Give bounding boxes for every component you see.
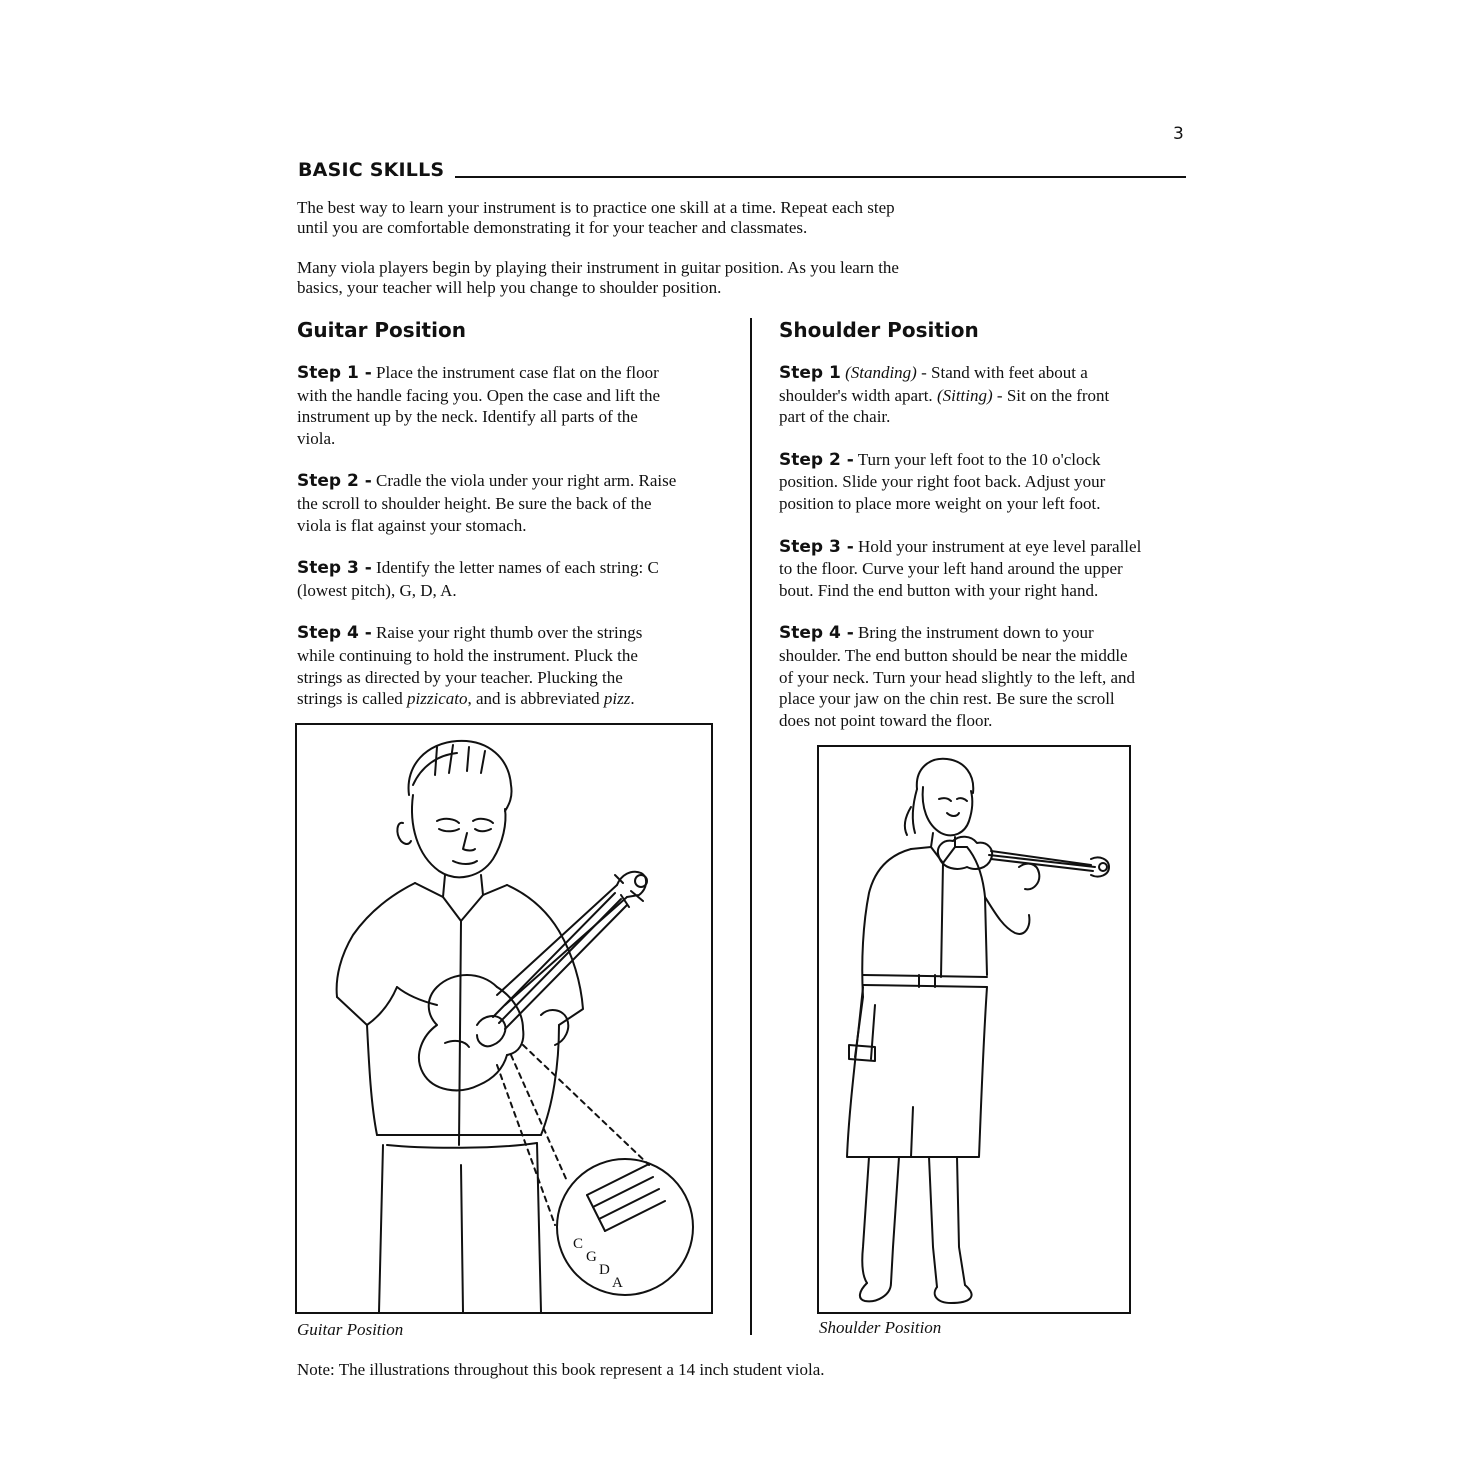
column-divider <box>750 318 752 1335</box>
step-label: Step 2 - <box>297 471 372 492</box>
girl-with-viola-drawing <box>819 747 1129 1312</box>
step-text: viola. <box>297 428 336 448</box>
step-text: of your neck. Turn your head slightly to the left, and <box>779 667 1136 687</box>
step-label: Step 1 - <box>297 363 372 383</box>
guitar-step-4 <box>297 622 727 709</box>
step-text: position to place more weight on your left foot. <box>779 493 1101 513</box>
step-text: Turn your left foot to the 10 o'clock <box>857 449 1101 469</box>
step-text: Raise your right thumb over the strings <box>376 623 643 643</box>
step-label: Step 4 - <box>297 623 372 644</box>
title-rule <box>455 176 1186 178</box>
step-text: Place the instrument case flat on the floor <box>376 363 659 382</box>
step-text: bout. Find the end button with your right hand. <box>779 580 1099 600</box>
term-pizz: pizz <box>603 689 631 709</box>
step-text: strings as directed by your teacher. Plucking the <box>297 667 623 687</box>
shoulder-step-1 <box>779 362 1189 428</box>
step-label: Step 3 - <box>297 558 372 579</box>
step-text: with the handle facing you. Open the case and lift the <box>297 385 661 405</box>
shoulder-position-column <box>779 316 1189 752</box>
step-text: shoulder. The end button should be near the middle <box>779 645 1128 665</box>
term-pizzicato: pizzicato <box>407 689 468 709</box>
guitar-position-caption: Guitar Position <box>297 1320 404 1339</box>
intro-line: The best way to learn your instrument is to practice one skill at a time. Repeat each step <box>297 198 895 217</box>
shoulder-step-3 <box>779 536 1189 602</box>
step-label: Step 3 - <box>779 536 854 557</box>
step-qualifier: (Standing) <box>845 363 917 382</box>
string-letter-a: A <box>612 1275 623 1291</box>
guitar-step-2 <box>297 470 727 536</box>
step-text: . <box>630 689 635 709</box>
guitar-step-1 <box>297 362 727 449</box>
step-text: - Stand with feet about a <box>916 363 1088 382</box>
step-text: Hold your instrument at eye level parallel <box>858 536 1142 556</box>
string-letter-c: C <box>573 1236 584 1252</box>
section-title: BASIC SKILLS <box>298 159 445 181</box>
step-text: part of the chair. <box>779 407 891 427</box>
string-letter-g: G <box>586 1249 597 1265</box>
step-label: Step 1 <box>779 363 841 383</box>
intro-paragraph-1 <box>297 198 997 238</box>
guitar-position-illustration <box>295 723 713 1314</box>
step-qualifier: (Sitting) <box>936 385 993 405</box>
string-letter-d: D <box>599 1262 610 1278</box>
illustration-note: Note: The illustrations throughout this book represent a 14 inch student viola. <box>297 1360 825 1379</box>
shoulder-position-heading: Shoulder Position <box>779 318 979 342</box>
shoulder-step-2 <box>779 449 1189 515</box>
step-text: position. Slide your right foot back. Adjust your <box>779 472 1106 492</box>
step-text: Cradle the viola under your right arm. Raise <box>376 471 677 491</box>
page-number: 3 <box>1173 124 1184 144</box>
boy-with-viola-drawing <box>297 725 711 1312</box>
step-text: to the floor. Curve your left hand around the upper <box>779 559 1123 579</box>
step-text: - Sit on the front <box>992 385 1110 405</box>
step-text: strings is called <box>297 689 408 709</box>
step-text: place your jaw on the chin rest. Be sure the scroll <box>779 689 1115 709</box>
step-text: , and is abbreviated <box>467 689 604 709</box>
step-text: instrument up by the neck. Identify all parts of the <box>297 407 638 427</box>
step-text: Bring the instrument down to your <box>858 623 1094 643</box>
step-text: while continuing to hold the instrument. Pluck the <box>297 645 638 665</box>
shoulder-step-4 <box>779 622 1189 731</box>
shoulder-position-caption: Shoulder Position <box>819 1318 942 1337</box>
intro-line: basics, your teacher will help you change to shoulder position. <box>297 278 722 297</box>
step-text: does not point toward the floor. <box>779 710 993 730</box>
guitar-position-column <box>297 316 727 731</box>
step-text: viola is flat against your stomach. <box>297 515 527 535</box>
guitar-position-heading: Guitar Position <box>297 318 466 342</box>
step-text: the scroll to shoulder height. Be sure the back of the <box>297 493 652 513</box>
step-label: Step 2 - <box>779 449 854 470</box>
step-label: Step 4 - <box>779 623 854 644</box>
step-text: Identify the letter names of each string: C <box>376 558 659 578</box>
intro-paragraph-2 <box>297 258 997 298</box>
step-text: shoulder's width apart. <box>779 385 937 405</box>
intro-line: Many viola players begin by playing their instrument in guitar position. As you learn the <box>297 258 899 277</box>
step-text: (lowest pitch), G, D, A. <box>297 580 457 600</box>
shoulder-position-illustration <box>817 745 1131 1314</box>
intro-line: until you are comfortable demonstrating it for your teacher and classmates. <box>297 218 808 237</box>
guitar-step-3 <box>297 557 727 601</box>
